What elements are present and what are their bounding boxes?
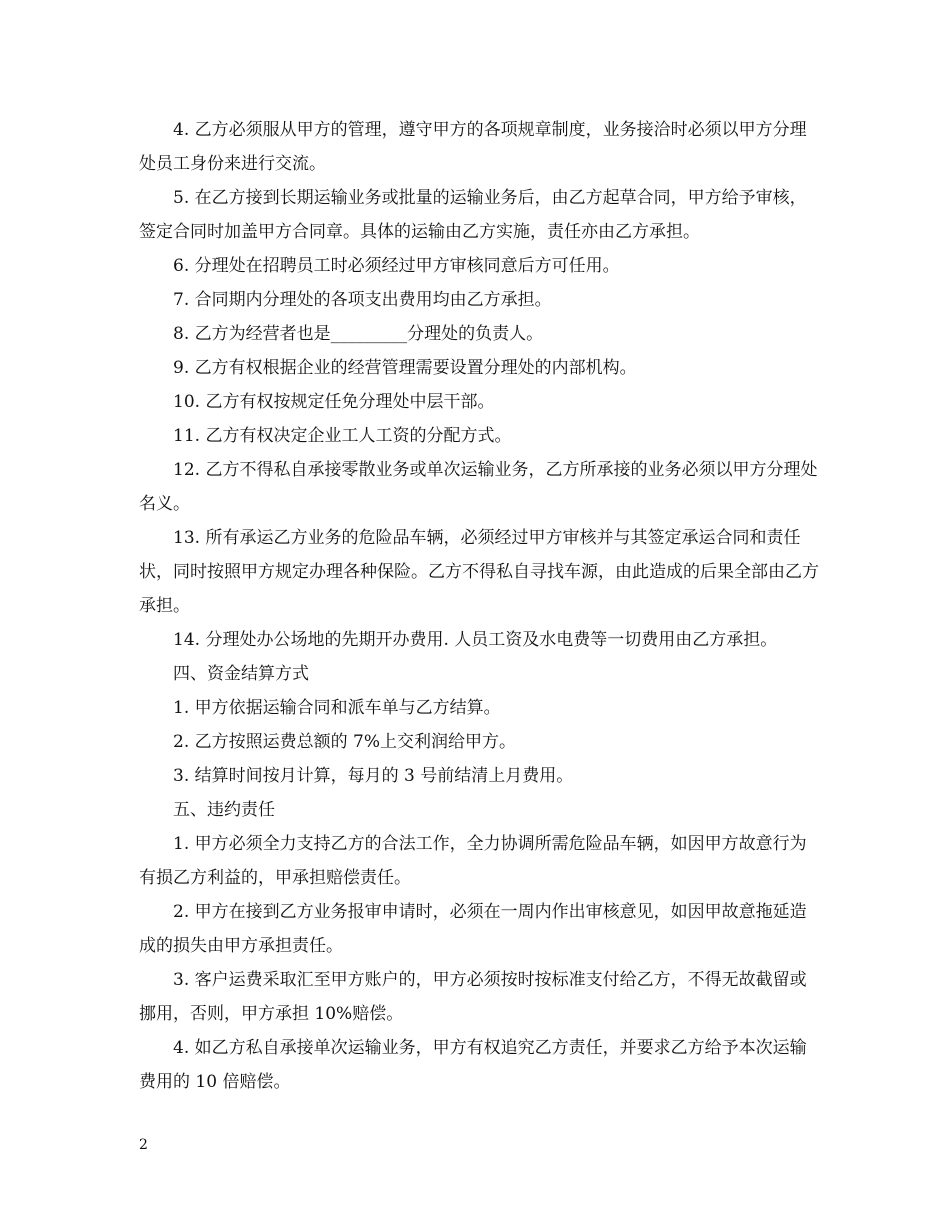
paragraph: 4. 乙方必须服从甲方的管理，遵守甲方的各项规章制度，业务接洽时必须以甲方分理处员工身份来进行交流。: [139, 120, 807, 174]
paragraph: 5. 在乙方接到长期运输业务或批量的运输业务后，由乙方起草合同，甲方给予审核，签定合同时加盖甲方合同章。具体的运输由乙方实施，责任亦由乙方承担。: [139, 188, 807, 242]
paragraph: 4. 如乙方私自承接单次运输业务，甲方有权追究乙方责任，并要求乙方给予本次运输费用的 10 倍赔偿。: [139, 1038, 807, 1092]
paragraph: 8. 乙方为经营者也是_________分理处的负责人。: [173, 324, 544, 344]
section-heading: 五、违约责任: [173, 800, 275, 820]
paragraph: 2. 乙方按照运费总额的 7%上交利润给甲方。: [173, 732, 516, 752]
paragraph: 14. 分理处办公场地的先期开办费用. 人员工资及水电费等一切费用由乙方承担。: [173, 630, 778, 650]
document-body: [139, 113, 819, 1099]
paragraph: 12. 乙方不得私自承接零散业务或单次运输业务，乙方所承接的业务必须以甲方分理处名义。: [139, 460, 818, 514]
paragraph: 2. 甲方在接到乙方业务报审申请时，必须在一周内作出审核意见，如因甲故意拖延造成的损失由甲方承担责任。: [139, 902, 807, 956]
paragraph: 13. 所有承运乙方业务的危险品车辆，必须经过甲方审核并与其签定承运合同和责任状，同时按照甲方规定办理各种保险。乙方不得私自寻找车源，由此造成的后果全部由乙方承担。: [139, 528, 819, 616]
section-heading: 四、资金结算方式: [173, 664, 309, 684]
paragraph: 1. 甲方依据运输合同和派车单与乙方结算。: [173, 698, 501, 718]
paragraph: 10. 乙方有权按规定任免分理处中层干部。: [173, 392, 495, 412]
paragraph: 6. 分理处在招聘员工时必须经过甲方审核同意后方可任用。: [173, 256, 620, 276]
paragraph: 11. 乙方有权决定企业工人工资的分配方式。: [173, 426, 512, 446]
paragraph: 1. 甲方必须全力支持乙方的合法工作，全力协调所需危险品车辆，如因甲方故意行为有损乙方利益的，甲承担赔偿责任。: [139, 834, 807, 888]
paragraph: 3. 结算时间按月计算，每月的 3 号前结清上月费用。: [173, 766, 574, 786]
paragraph: 9. 乙方有权根据企业的经营管理需要设置分理处的内部机构。: [173, 358, 637, 378]
paragraph: 3. 客户运费采取汇至甲方账户的，甲方必须按时按标准支付给乙方，不得无故截留或挪用，否则，甲方承担 10%赔偿。: [139, 970, 807, 1024]
paragraph: 7. 合同期内分理处的各项支出费用均由乙方承担。: [173, 290, 552, 310]
page-number: 2: [139, 1137, 148, 1153]
